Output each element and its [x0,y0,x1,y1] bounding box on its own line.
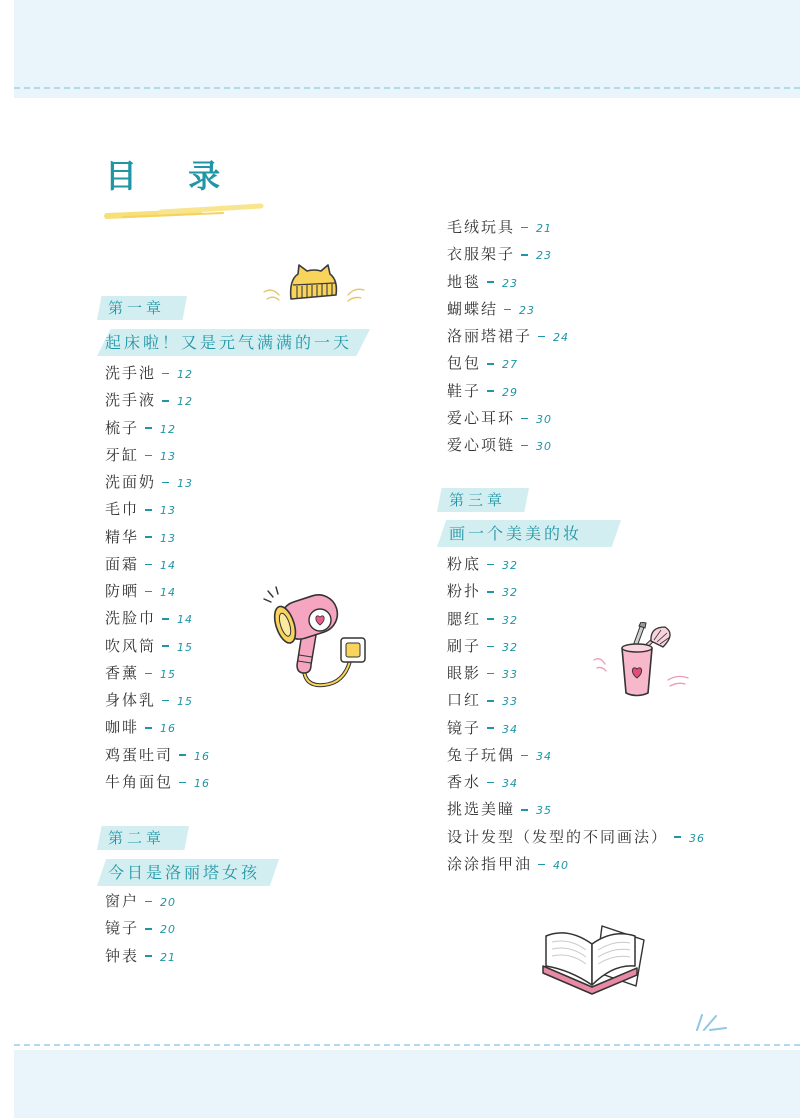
entry-title: 洗面奶 [105,473,157,492]
toc-entry [447,378,569,405]
entry-title: 洗手液 [105,391,157,410]
entry-title: 咖啡 [105,718,140,737]
dash-separator [504,309,511,311]
dash-separator [538,864,545,866]
chapter-3-label: 第三章 [449,491,507,509]
toc-entry [105,888,176,915]
entry-title: 包包 [447,354,482,373]
dash-separator [145,564,152,566]
entry-page-number: 34 [502,777,519,791]
entry-page-number: 23 [536,249,553,263]
entry-page-number: 16 [194,776,211,790]
toc-entry [105,415,210,442]
dash-separator [179,754,186,756]
dash-separator [145,591,152,593]
toc-entry [447,241,569,268]
entry-page-number: 30 [536,440,553,454]
entry-title: 爱心项链 [447,436,516,455]
chapter-2-list-part-1 [105,888,176,970]
entry-page-number: 33 [502,668,519,682]
hair-dryer-icon [262,585,370,695]
chapter-2-subtitle: 今日是洛丽塔女孩 [108,863,261,882]
entry-page-number: 13 [160,449,177,463]
dash-separator [179,782,186,784]
entry-title: 牛角面包 [105,772,174,791]
entry-page-number: 16 [160,722,177,736]
entry-title: 洗脸巾 [105,609,157,628]
entry-title: 防晒 [105,582,140,601]
comb-icon [258,262,370,308]
entry-page-number: 24 [553,331,570,345]
toc-entry [447,851,705,878]
bottom-dashed-divider [14,1044,800,1046]
dash-separator [162,645,169,647]
dash-separator [145,955,152,957]
dash-separator [521,418,528,420]
dash-separator [162,700,169,702]
entry-title: 刷子 [447,636,482,655]
entry-page-number: 34 [502,722,519,736]
dash-separator [487,591,494,593]
entry-title: 蝴蝶结 [447,299,499,318]
entry-title: 梳子 [105,418,140,437]
toc-entry [447,769,705,796]
toc-entry [447,296,569,323]
toc-entry [447,269,569,296]
dash-separator [162,482,169,484]
entry-title: 香水 [447,773,482,792]
toc-entry [105,633,210,660]
entry-page-number: 32 [502,559,519,572]
entry-page-number: 40 [553,858,570,872]
dash-separator [521,254,528,256]
entry-title: 地毯 [447,272,482,291]
entry-title: 鞋子 [447,381,482,400]
entry-page-number: 29 [502,385,519,399]
toc-entry [105,769,210,796]
dash-separator [145,536,152,538]
entry-title: 牙缸 [105,445,140,464]
entry-page-number: 36 [689,831,706,845]
entry-title: 身体乳 [105,691,157,710]
entry-title: 挑选美瞳 [447,800,516,819]
entry-page-number: 15 [177,640,194,654]
dash-separator [145,727,152,729]
dash-separator [487,281,494,283]
entry-page-number: 32 [502,640,519,654]
entry-title: 吹风筒 [105,636,157,655]
entry-page-number: 32 [502,586,519,600]
entry-title: 涂涂指甲油 [447,854,533,873]
entry-title: 洛丽塔裙子 [447,327,533,346]
entry-page-number: 14 [160,558,177,572]
dash-separator [162,373,169,375]
entry-title: 镜子 [105,919,140,938]
entry-title: 腮红 [447,609,482,628]
entry-page-number: 16 [194,749,211,763]
entry-page-number: 13 [177,477,194,491]
entry-title: 面霜 [105,554,140,573]
entry-page-number: 34 [536,749,553,763]
dash-separator [487,782,494,784]
toc-entry [105,469,210,496]
entry-title: 窗户 [105,892,140,910]
dash-separator [538,336,545,338]
top-band [14,0,800,98]
entry-page-number: 33 [502,695,519,709]
entry-title: 口红 [447,691,482,710]
entry-page-number: 20 [160,923,177,937]
toc-entry [105,524,210,551]
entry-page-number: 35 [536,804,553,818]
dash-separator [145,928,152,930]
toc-entry [447,578,705,605]
toc-entry [105,360,210,387]
toc-entry [105,660,210,687]
dash-separator [487,700,494,702]
entry-page-number: 12 [177,368,194,381]
dash-separator [162,400,169,402]
chapter-2-list-part-2 [447,214,569,459]
dash-separator [145,673,152,675]
dash-separator [145,455,152,457]
entry-page-number: 13 [160,504,177,518]
entry-page-number: 14 [160,586,177,600]
dash-separator [487,363,494,365]
toc-entry [447,350,569,377]
entry-page-number: 30 [536,412,553,426]
entry-page-number: 23 [519,303,536,317]
entry-title: 爱心耳环 [447,408,516,427]
toc-entry [447,405,569,432]
entry-page-number: 20 [160,896,177,909]
entry-title: 粉扑 [447,582,482,601]
toc-entry [447,214,569,241]
entry-title: 粉底 [447,555,482,573]
toc-entry [105,578,210,605]
toc-entry [105,742,210,769]
dash-separator [521,755,528,757]
entry-page-number: 23 [502,276,519,290]
toc-entry [105,387,210,414]
dash-separator [487,673,494,675]
chapter-3-subtitle: 画一个美美的妆 [449,524,583,543]
entry-page-number: 13 [160,531,177,545]
entry-page-number: 14 [177,613,194,627]
dash-separator [162,618,169,620]
toc-entry [447,824,705,851]
toc-entry [447,432,569,459]
toc-entry [105,442,210,469]
toc-entry [105,605,210,632]
toc-entry [447,551,705,578]
dash-separator [487,727,494,729]
dash-separator [487,646,494,648]
dash-separator [521,809,528,811]
toc-entry [105,714,210,741]
dash-separator [487,390,494,392]
chapter-1-subtitle: 起床啦！又是元气满满的一天 [105,333,353,352]
entry-title: 洗手池 [105,364,157,382]
toc-entry [447,715,705,742]
chapter-3-list [447,551,705,878]
dash-separator [521,445,528,447]
entry-page-number: 15 [177,695,194,709]
entry-page-number: 21 [160,950,177,964]
chapter-2-label: 第二章 [108,829,166,847]
chapter-1-list [105,360,210,796]
entry-title: 兔子玩偶 [447,745,516,764]
entry-title: 精华 [105,527,140,546]
toc-entry [105,915,176,942]
entry-title: 鸡蛋吐司 [105,745,174,764]
open-book-icon [540,922,646,996]
entry-page-number: 32 [502,613,519,627]
top-dashed-divider [14,87,800,89]
toc-entry [105,551,210,578]
entry-title: 钟表 [105,946,140,965]
entry-page-number: 15 [160,667,177,681]
dash-separator [487,564,494,566]
entry-title: 眼影 [447,664,482,683]
toc-entry [105,943,176,970]
entry-title: 衣服架子 [447,245,516,264]
toc-entry [105,687,210,714]
dash-separator [145,427,152,429]
entry-title: 设计发型（发型的不同画法） [447,827,669,846]
dash-separator [145,901,152,903]
entry-title: 毛巾 [105,500,140,519]
entry-title: 毛绒玩具 [447,218,516,236]
dash-separator [487,618,494,620]
entry-title: 镜子 [447,718,482,737]
toc-entry [447,742,705,769]
dash-separator [521,227,528,229]
sparkle-marks-icon [692,1010,730,1036]
makeup-brush-cup-icon [590,622,694,700]
title-underline-brush [103,201,267,221]
entry-page-number: 27 [502,358,519,372]
toc-entry [447,323,569,350]
dash-separator [145,509,152,511]
toc-entry [105,496,210,523]
dash-separator [674,836,681,838]
entry-page-number: 12 [177,395,194,409]
toc-entry [447,796,705,823]
entry-page-number: 12 [160,422,177,436]
entry-page-number: 21 [536,222,553,235]
entry-title: 香薰 [105,663,140,682]
chapter-1-label: 第一章 [108,299,166,317]
bottom-band [14,1050,800,1118]
page-title: 目 录 [105,157,241,195]
